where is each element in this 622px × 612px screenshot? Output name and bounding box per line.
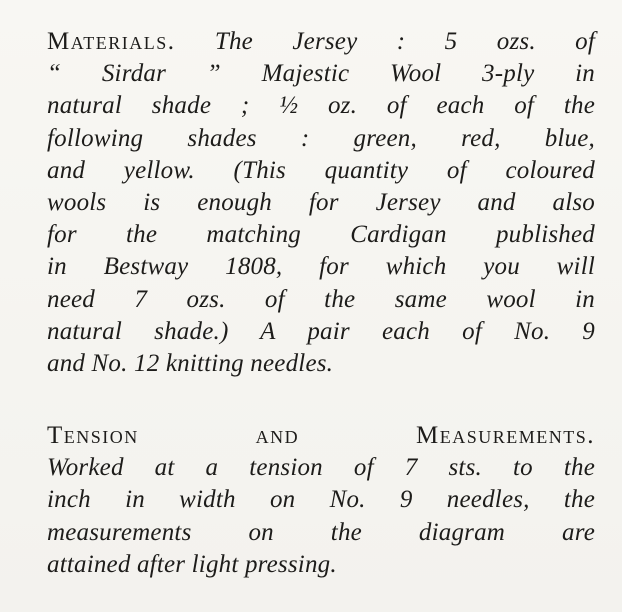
- text-line: need 7 ozs. of the same wool in: [47, 285, 595, 313]
- text-line: wools is enough for Jersey and also: [47, 188, 595, 216]
- materials-heading: Materials.: [47, 28, 176, 55]
- tension-section: [47, 420, 595, 581]
- text-line: natural shade.) A pair each of No. 9: [47, 317, 595, 345]
- text-line: and No. 12 knitting needles.: [47, 349, 334, 377]
- text-line: following shades : green, red, blue,: [47, 124, 595, 152]
- text-line: and yellow. (This quantity of coloured: [47, 156, 595, 184]
- text-line: in Bestway 1808, for which you will: [47, 253, 595, 281]
- tension-heading: Tension and Measurements.: [47, 422, 595, 449]
- text-line: Worked at a tension of 7 sts. to the: [47, 454, 595, 482]
- text-line: for the matching Cardigan published: [47, 221, 595, 249]
- text-line: measurements on the diagram are: [47, 518, 595, 546]
- materials-section: [47, 26, 595, 380]
- text-line: “ Sirdar ” Majestic Wool 3-ply in: [47, 60, 595, 88]
- text-line: The Jersey : 5 ozs. of: [214, 28, 595, 55]
- materials-line-1: [47, 26, 595, 58]
- text-line: natural shade ; ½ oz. of each of the: [47, 92, 595, 120]
- text-line: attained after light pressing.: [47, 550, 337, 578]
- text-line: inch in width on No. 9 needles, the: [47, 486, 595, 514]
